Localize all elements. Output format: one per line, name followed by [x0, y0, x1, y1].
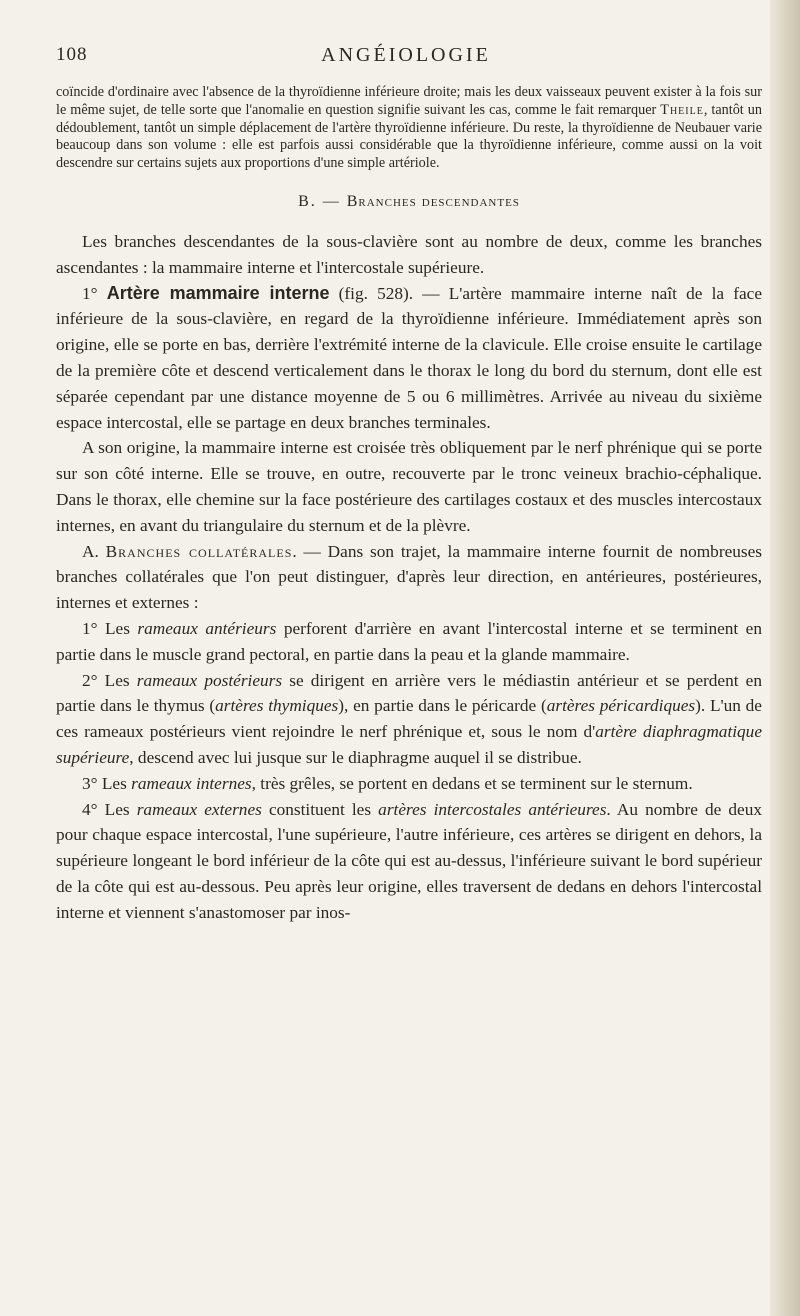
section-heading: B. — Branches descendantes	[298, 192, 520, 210]
list-item: 1° Les rameaux antérieurs perforent d'arrière en avant l'intercostal interne et se terminent en partie dans le muscle grand pectoral, en partie dans la peau et la glande mammaire.	[56, 618, 762, 664]
artery-relations-paragraph: A son origine, la mammaire interne est croisée très obliquement par le nerf phrénique qui se porte sur son côté interne. Elle se trouve, en outre, recouverte par le tronc veineux brachio-céphalique. Dans le thorax, elle chemine sur la face postérieure des cartilages costaux et des muscles intercostaux internes, en avant du triangulaire du sternum et de la plèvre.	[56, 438, 762, 535]
artery-paragraph: 1° Artère mammaire interne (fig. 528). — L'artère mammaire interne naît de la face inférieure de la sous-clavière, en regard de la thyroïdienne inférieure. Immédiatement après son origine, elle se porte en bas, derrière l'extrémité interne de la clavicule. Elle croise ensuite le cartilage de la première côte et descend verticalement dans le thorax le long du bord du sternum, dont elle est séparée cependant par une distance moyenne de 5 ou 6 millimètres. Arrivée au niveau du sixième espace intercostal, elle se partage en deux branches terminales.	[56, 282, 762, 432]
section-intro-paragraph: Les branches descendantes de la sous-clavière sont au nombre de deux, comme les branches ascendantes : la mammaire interne et l'intercostale supérieure.	[56, 231, 762, 277]
page-edge-shadow	[770, 0, 800, 1316]
artery-title: Artère mammaire interne	[106, 282, 330, 303]
running-head: ANGÉIOLOGIE	[321, 44, 491, 66]
page-header	[56, 44, 756, 70]
list-item: 2° Les rameaux postérieurs se dirigent en arrière vers le médiastin antérieur et se perdent en partie dans le thymus (artères thymiques), en partie dans le péricarde (artères péricardiques). L'un de ces rameaux postérieurs vient rejoindre le nerf phrénique et, sous le nom d'artère diaphragmatique supérieure, descend avec lui jusque sur le diaphragme auquel il se distribue.	[56, 670, 762, 767]
figure-reference: (fig. 528).	[329, 283, 414, 303]
list-item: 3° Les rameaux internes, très grêles, se portent en dedans et se terminent sur le sternum.	[82, 773, 693, 793]
list-item: 4° Les rameaux externes constituent les artères intercostales antérieures. Au nombre de deux pour chaque espace intercostal, l'une supérieure, l'autre inférieure, ces artères se dirigent en dehors, la supérieure longeant le bord inférieur de la côte qui est au-dessus, l'inférieure suivant le bord supérieur de la côte qui est au-dessous. Peu après leur origine, elles traversent de dedans en dehors l'intercostal interne et viennent s'anastomoser par inos-	[56, 799, 762, 922]
collateral-title: Branches collatérales	[105, 541, 293, 561]
page-body	[56, 84, 762, 926]
author-name: Theile	[660, 101, 704, 118]
collateral-paragraph: A. Branches collatérales. — Dans son trajet, la mammaire interne fournit de nombreuses branches collatérales que l'on peut distinguer, d'après leur direction, en antérieures, postérieures, internes et externes :	[56, 541, 763, 613]
intro-paragraph: coïncide d'ordinaire avec l'absence de la thyroïdienne inférieure droite; mais les deux vaisseaux peuvent exister à la fois sur le même sujet, de telle sorte que l'anomalie en question signifie suivant les cas, comme le fait remarquer Theile, tantôt un dédoublement, tantôt un simple déplacement de l'artère thyroïdienne inférieure. Du reste, la thyroïdienne de Neubauer varie beaucoup dans son volume : elle est parfois aussi considérable que la thyroïdienne inférieure, comme aussi on la voit descendre sur certains sujets aux proportions d'une simple artériole.	[56, 84, 762, 172]
page-number: 108	[56, 44, 88, 65]
